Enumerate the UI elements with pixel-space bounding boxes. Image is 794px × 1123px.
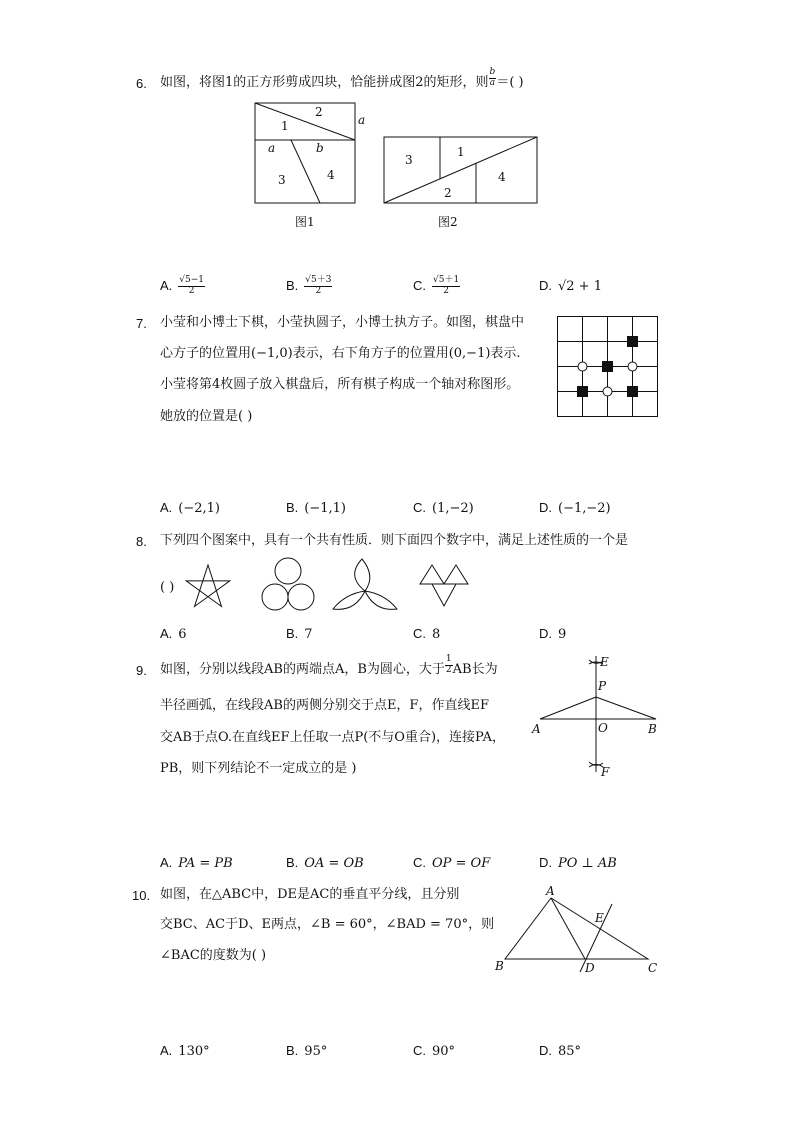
fig1-label-3: 3 (278, 173, 286, 187)
label-b: B (648, 722, 657, 736)
q10-line-2: 交BC、AC于D、E两点，∠B = 60°，∠BAD = 70°，则 (160, 917, 495, 932)
segment-ad (551, 898, 585, 959)
option-label: A. (160, 500, 173, 515)
option-value: PO ⊥ AB (558, 856, 617, 871)
square-piece (627, 336, 638, 347)
label-o: O (598, 721, 608, 735)
q7-option-a[interactable] (160, 500, 220, 516)
q10-figure (488, 884, 668, 976)
option-fraction (432, 276, 460, 297)
q9-line-2: 半径画弧，在线段AB的两侧分别交于点E，F，作直线EF (160, 698, 489, 713)
option-value: √2 + 1 (558, 279, 602, 294)
q8-patterns (0, 556, 794, 616)
round-piece (628, 362, 637, 371)
q8-paren: ( ) (160, 580, 175, 595)
option-value: OP = OF (432, 856, 491, 871)
q8-option-a[interactable] (160, 626, 187, 642)
option-value: 6 (178, 627, 187, 642)
option-label: D. (539, 500, 552, 515)
q9-line-4: PB，则下列结论不一定成立的是 ) (160, 761, 357, 776)
q6-number: 6. (136, 76, 147, 91)
q7-line-3: 小莹将第4枚圆子放入棋盘后，所有棋子构成一个轴对称图形。 (160, 377, 520, 392)
fig2-label-4: 4 (498, 170, 506, 184)
label-c: C (648, 961, 658, 975)
q6-option-d[interactable] (539, 278, 602, 294)
option-label: C. (413, 855, 426, 870)
q9-figure (528, 650, 668, 780)
frac-den: 2 (188, 285, 195, 296)
option-label: B. (286, 500, 299, 515)
q10-option-d[interactable] (539, 1043, 581, 1059)
option-fraction (178, 276, 205, 297)
q6-option-b[interactable] (286, 276, 332, 297)
q7-option-d[interactable] (539, 500, 611, 516)
option-label: B. (286, 1043, 299, 1058)
option-label: D. (539, 278, 552, 293)
label-e: E (600, 655, 609, 669)
label-f: F (601, 765, 610, 779)
option-value: 130° (178, 1044, 210, 1059)
q9-number: 9. (136, 663, 147, 678)
option-value: 95° (304, 1044, 328, 1059)
q10-option-c[interactable] (413, 1043, 455, 1059)
frac-den: 2 (443, 285, 449, 296)
q9-line-1-text: 如图，分别以线段AB的两端点A，B为圆心，大于 (160, 662, 445, 677)
option-fraction (304, 276, 332, 297)
label-d: D (585, 961, 595, 975)
option-label: A. (160, 626, 173, 641)
q10-line-1: 如图，在△ABC中，DE是AC的垂直平分线，且分别 (160, 887, 460, 902)
option-label: C. (413, 1043, 426, 1058)
q6-frac-num: b (489, 67, 496, 78)
fig2-label-1: 1 (457, 145, 465, 159)
fig2-label-2: 2 (444, 186, 452, 200)
q6-figures (0, 0, 794, 240)
square-piece (577, 386, 588, 397)
option-value: (−1,−2) (558, 501, 611, 516)
q9-option-d[interactable] (539, 855, 617, 871)
q6-option-a[interactable] (160, 276, 205, 297)
label-e: E (595, 911, 604, 925)
star-pattern (186, 565, 230, 607)
option-label: B. (286, 855, 299, 870)
triangle-pattern (420, 565, 468, 606)
frac-num: √5−1 (179, 275, 205, 285)
fig1-label-a: a (268, 141, 276, 155)
q9-option-a[interactable] (160, 855, 233, 871)
q6-stem-text: 如图，将图1的正方形剪成四块，恰能拼成图2的矩形，则 (160, 75, 489, 90)
segment-pa (540, 697, 596, 719)
q8-option-c[interactable] (413, 626, 440, 642)
option-label: D. (539, 626, 552, 641)
fig1-label-a-side: a (358, 113, 366, 127)
fig1-label-1: 1 (281, 119, 289, 133)
q10-line-3: ∠BAC的度数为( ) (160, 948, 267, 963)
q10-number: 10. (132, 888, 151, 903)
q6-stem-tail: ＝( ) (496, 75, 524, 90)
square-piece (627, 386, 638, 397)
q8-number: 8. (136, 534, 147, 549)
round-piece (578, 362, 587, 371)
q9-fraction (445, 655, 453, 676)
option-label: A. (160, 277, 173, 293)
option-label: B. (286, 277, 299, 293)
option-value: PA = PB (178, 856, 233, 871)
q9-option-b[interactable] (286, 855, 364, 871)
q7-line-4: 她放的位置是( ) (160, 409, 253, 424)
q8-stem: 下列四个图案中，具有一个共有性质．则下面四个数字中，满足上述性质的一个是 (160, 533, 629, 548)
option-label: C. (413, 626, 426, 641)
round-piece (603, 387, 612, 396)
option-label: D. (539, 1043, 552, 1058)
option-value: (−1,1) (304, 501, 347, 516)
option-value: 9 (558, 627, 567, 642)
q7-line-1: 小莹和小博士下棋，小莹执圆子，小博士执方子。如图，棋盘中 (160, 315, 525, 330)
option-value: 85° (558, 1044, 582, 1059)
option-label: C. (413, 277, 426, 293)
frac-num: √5＋1 (433, 275, 460, 285)
fig1-label-2: 2 (315, 105, 323, 119)
option-value: 7 (304, 627, 313, 642)
q10-option-a[interactable] (160, 1043, 210, 1059)
q7-option-c[interactable] (413, 500, 474, 516)
label-b: B (495, 959, 504, 973)
option-label: A. (160, 1043, 173, 1058)
fig2-label-3: 3 (405, 153, 413, 167)
q9-line-1-tail: AB长为 (452, 662, 498, 677)
triangle-abc (505, 898, 648, 959)
q9-option-c[interactable] (413, 855, 490, 871)
frac-num: 1 (445, 654, 452, 665)
fig1-label-b: b (316, 141, 324, 155)
label-a: A (532, 722, 541, 736)
q6-frac-den: a (489, 78, 496, 88)
option-value: 90° (432, 1044, 456, 1059)
fig1-diagonal-cut (255, 103, 355, 140)
q6-option-c[interactable] (413, 276, 460, 297)
circle-pattern-left (262, 584, 288, 610)
frac-num: √5＋3 (305, 275, 332, 285)
circle-pattern-top (275, 558, 301, 584)
circle-pattern-right (288, 584, 314, 610)
option-label: D. (539, 855, 552, 870)
option-label: C. (413, 500, 426, 515)
q7-number: 7. (136, 316, 147, 331)
frac-den: 2 (315, 285, 322, 296)
q9-line-1 (160, 654, 498, 677)
q8-option-d[interactable] (539, 626, 566, 642)
fig1-label-4: 4 (327, 168, 335, 182)
q10-option-b[interactable] (286, 1043, 327, 1059)
label-a: A (546, 884, 555, 898)
q7-line-2: 心方子的位置用(−1,0)表示，右下角方子的位置用(0,−1)表示. (160, 346, 521, 361)
label-p: P (598, 679, 607, 693)
option-value: 8 (432, 627, 441, 642)
option-value: (1,−2) (432, 501, 474, 516)
q8-option-b[interactable] (286, 626, 313, 642)
option-label: A. (160, 855, 173, 870)
petal-pattern (333, 559, 397, 609)
frac-den: 2 (445, 665, 452, 675)
q7-chessboard (557, 316, 659, 418)
option-value: OA = OB (304, 856, 364, 871)
q7-option-b[interactable] (286, 500, 346, 516)
option-label: B. (286, 626, 299, 641)
q9-line-3: 交AB于点O.在直线EF上任取一点P(不与O重合)，连接PA， (160, 730, 505, 745)
fig2-caption: 图2 (438, 215, 458, 229)
segment-pb (596, 697, 656, 719)
fig1-caption: 图1 (295, 215, 315, 229)
option-value: (−2,1) (178, 501, 221, 516)
square-piece (602, 361, 613, 372)
